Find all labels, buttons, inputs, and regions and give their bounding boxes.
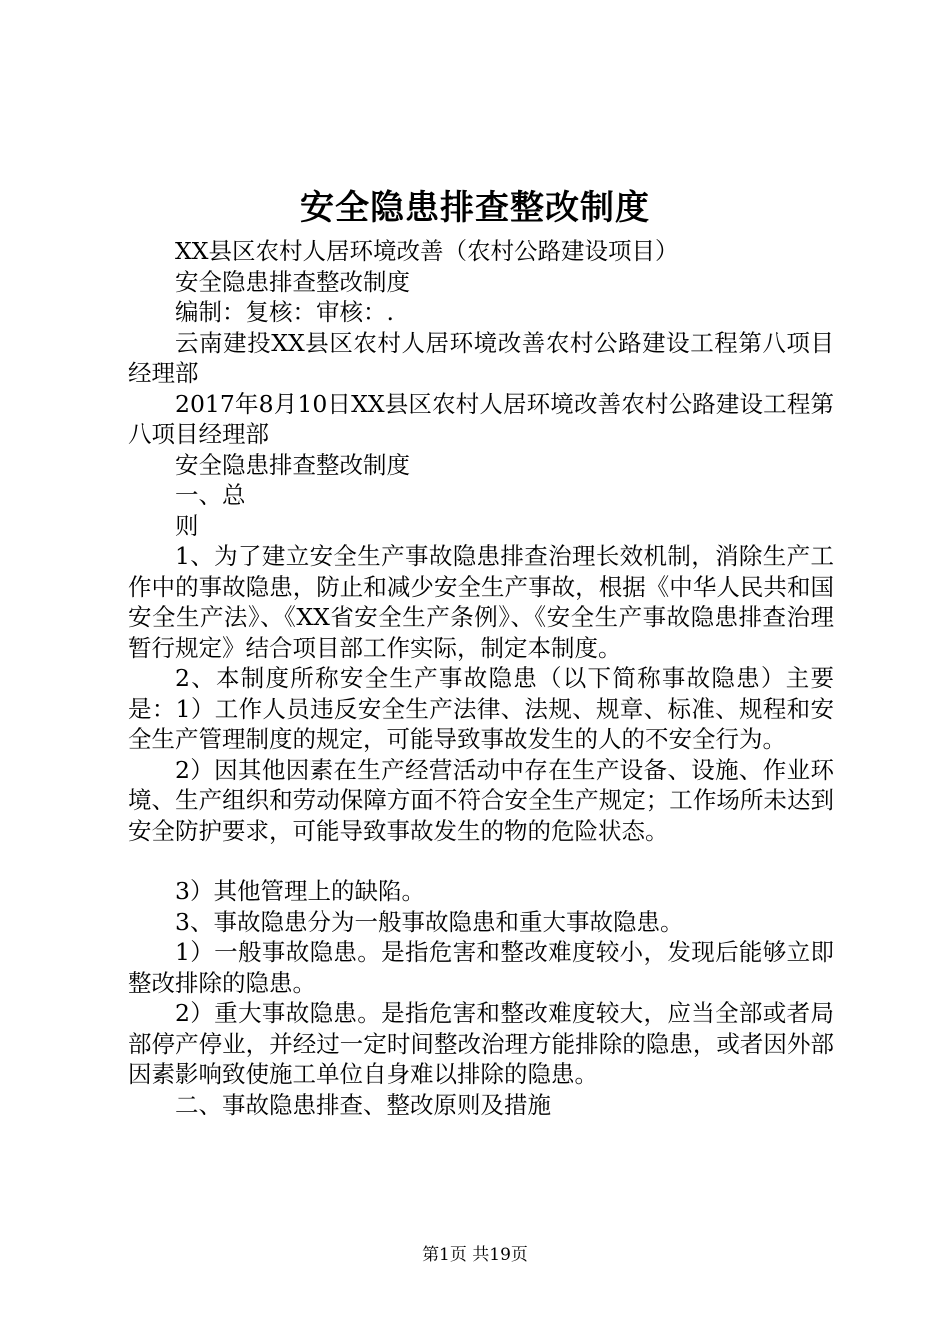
heading-general-part2: 则 bbox=[175, 511, 199, 540]
page-number: 第1页 共19页 bbox=[422, 1245, 528, 1265]
paragraph-project-name: XX县区农村人居环境改善（农村公路建设项目） bbox=[175, 237, 679, 265]
paragraph-clause-3: 3、事故隐患分为一般事故隐患和重大事故隐患。 bbox=[175, 907, 684, 936]
heading-general-part1: 一、总 bbox=[175, 481, 246, 509]
document-body bbox=[128, 236, 834, 1120]
paragraph-clause-1: 1、为了建立安全生产事故隐患排查治理长效机制，消除生产工作中的事故隐患，防止和减少安全生产事故，根据《中华人民共和国安全生产法》、《XX省安全生产条例》、《安全生产事故隐患排查治理暂行规定》结合项目部工作实际，制定本制度。 bbox=[128, 542, 834, 662]
document-title: 安全隐患排查整改制度 bbox=[300, 188, 650, 228]
paragraph-signatures: 编制：复核：审核：. bbox=[175, 298, 394, 326]
heading-section-2: 二、事故隐患排查、整改原则及措施 bbox=[175, 1090, 551, 1119]
paragraph-section-title: 安全隐患排查整改制度 bbox=[175, 450, 410, 479]
paragraph-clause-2-item-3: 3）其他管理上的缺陷。 bbox=[175, 877, 425, 905]
paragraph-organization: 云南建投XX县区农村人居环境改善农村公路建设工程第八项目经理部 bbox=[128, 328, 834, 387]
paragraph-date-organization: 2017年8月10日XX县区农村人居环境改善农村公路建设工程第八项目经理部 bbox=[128, 389, 834, 448]
paragraph-clause-2-item-2: 2）因其他因素在生产经营活动中存在生产设备、设施、作业环境、生产组织和劳动保障方面不符合安全生产规定；工作场所未达到安全防护要求，可能导致事故发生的物的危险状态。 bbox=[128, 755, 834, 845]
paragraph-clause-2: 2、本制度所称安全生产事故隐患（以下简称事故隐患）主要是：1）工作人员违反安全生产法律、法规、规章、标准、规程和安全生产管理制度的规定，可能导致事故发生的人的不安全行为。 bbox=[128, 664, 834, 753]
paragraph-clause-3-item-1: 1）一般事故隐患。是指危害和整改难度较小，发现后能够立即整改排除的隐患。 bbox=[128, 938, 834, 997]
paragraph-clause-3-item-2: 2）重大事故隐患。是指危害和整改难度较大，应当全部或者局部停产停业，并经过一定时间整改治理方能排除的隐患，或者因外部因素影响致使施工单位自身难以排除的隐患。 bbox=[128, 999, 834, 1088]
paragraph-subtitle: 安全隐患排查整改制度 bbox=[175, 267, 410, 296]
